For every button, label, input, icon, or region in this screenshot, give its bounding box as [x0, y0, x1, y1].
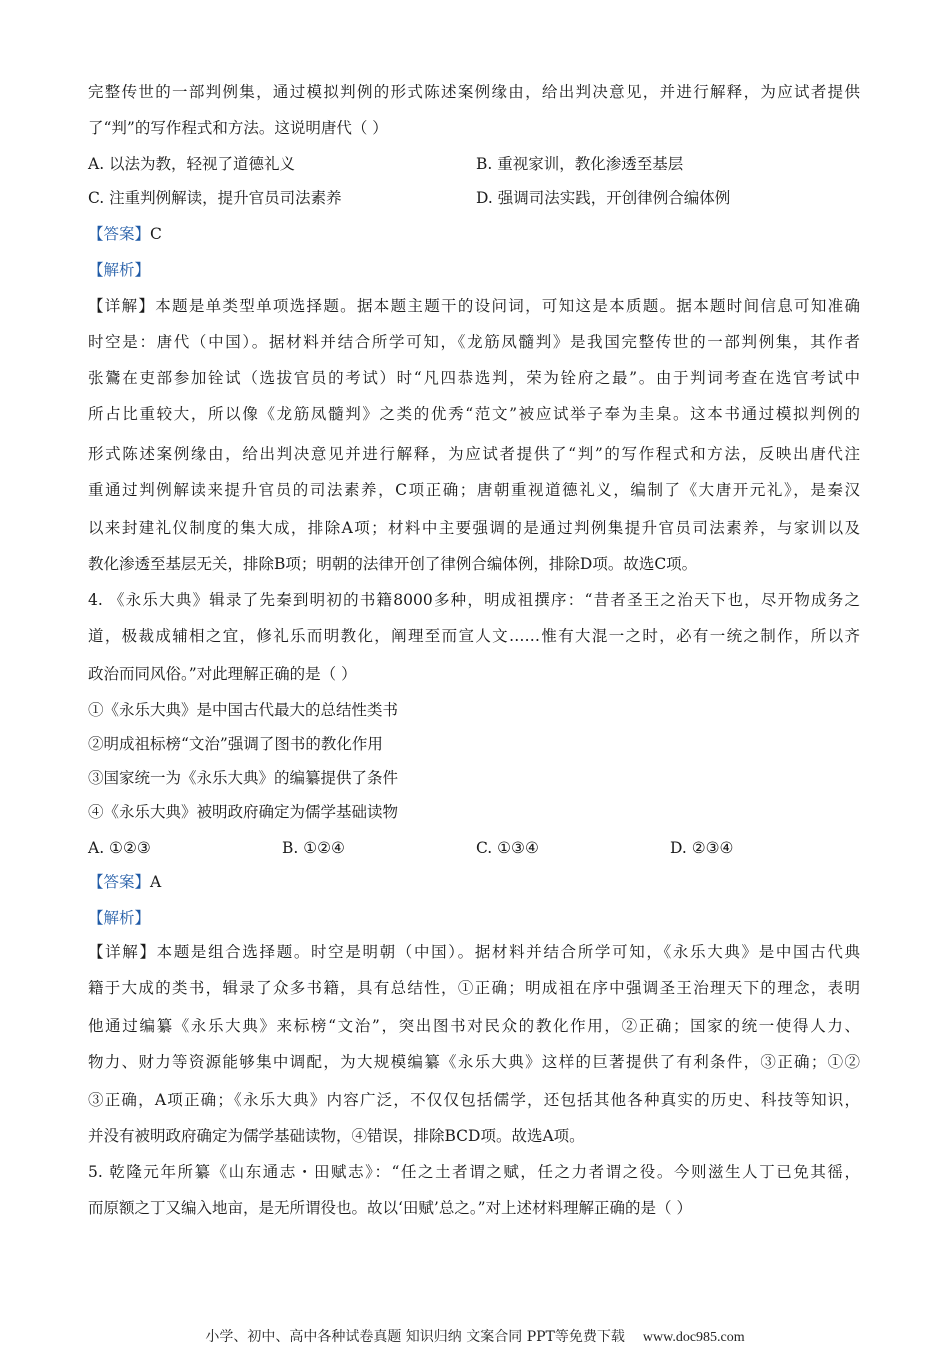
q3-answer	[88, 224, 162, 244]
q4-detail-line-5: ③正确，A项正确；《永乐大典》内容广泛，不仅仅包括儒学，还包括其他各种真实的历史、科技等知识，	[88, 1091, 860, 1109]
q5-stem-line-1: 5. 乾隆元年所纂《山东通志・田赋志》：“任之土者谓之赋，任之力者谓之役。今则滋生人丁已免其徭，	[88, 1163, 860, 1181]
q4-detail-line-6: 并没有被明政府确定为儒学基础读物，④错误，排除BCD项。故选A项。	[88, 1127, 585, 1145]
q4-answer-tag: 【答案】	[88, 873, 151, 891]
q3-stem-line-1: 完整传世的一部判例集，通过模拟判例的形式陈述案例缘由，给出判决意见，并进行解释，为应试者提供	[88, 83, 860, 101]
q3-detail-line-4: 所占比重较大，所以像《龙筋凤髓判》之类的优秀“范文”被应试举子奉为圭臬。这本书通过模拟判例的	[88, 405, 860, 423]
q4-stem-line-2: 道，极裁成辅相之宜，修礼乐而明教化，阐理至而宣人文……惟有大混一之时，必有一统之制作，所以齐	[88, 627, 860, 645]
q4-detail-line-4: 物力、财力等资源能够集中调配，为大规模编纂《永乐大典》这样的巨著提供了有利条件，③正确；①②	[88, 1053, 860, 1071]
q3-option-a: A. 以法为教，轻视了道德礼义	[88, 155, 296, 173]
footer-text: 小学、初中、高中各种试卷真题 知识归纳 文案合同 PPT等免费下载	[205, 1329, 625, 1345]
q3-answer-tag: 【答案】	[88, 225, 151, 243]
q4-option-d: D. ②③④	[670, 839, 734, 857]
q4-answer-value: A	[150, 873, 162, 891]
q4-stem-line-3: 政治而同风俗。”对此理解正确的是（ ）	[88, 665, 357, 683]
q4-option-a: A. ①②③	[88, 839, 151, 857]
q3-stem-line-2: 了“判”的写作程式和方法。这说明唐代（ ）	[88, 119, 388, 137]
q4-item-1: ①《永乐大典》是中国古代最大的总结性类书	[88, 701, 399, 719]
q3-detail-line-2: 时空是：唐代（中国）。据材料并结合所学可知，《龙筋凤髓判》是我国完整传世的一部判例集，其作者	[88, 333, 860, 351]
q4-detail-line-3: 他通过编纂《永乐大典》来标榜“文治”，突出图书对民众的教化作用，②正确；国家的统一使得人力、	[88, 1017, 860, 1035]
q3-answer-value: C	[150, 225, 162, 243]
q4-answer	[88, 872, 161, 892]
q4-item-3: ③国家统一为《永乐大典》的编纂提供了条件	[88, 769, 399, 787]
q4-stem-line-1: 4. 《永乐大典》辑录了先秦到明初的书籍8000多种，明成祖撰序：“昔者圣王之治天下也，尽开物成务之	[88, 591, 860, 609]
q5-stem-line-2: 而原额之丁又编入地亩，是无所谓役也。故以‘田赋’总之。”对上述材料理解正确的是（ ）	[88, 1199, 692, 1217]
q3-detail-line-7: 以来封建礼仪制度的集大成，排除A项；材料中主要强调的是通过判例集提升官员司法素养，与家训以及	[88, 519, 860, 537]
q3-detail-line-8: 教化渗透至基层无关，排除B项；明朝的法律开创了律例合编体例，排除D项。故选C项。	[88, 555, 698, 573]
q4-detail-line-2: 籍于大成的类书，辑录了众多书籍，具有总结性，①正确；明成祖在序中强调圣王治理天下的理念，表明	[88, 979, 860, 997]
q4-option-b: B. ①②④	[282, 839, 345, 857]
q3-option-c: C. 注重判例解读，提升官员司法素养	[88, 189, 342, 207]
q3-option-d: D. 强调司法实践，开创律例合编体例	[476, 189, 731, 207]
q4-item-4: ④《永乐大典》被明政府确定为儒学基础读物	[88, 803, 399, 821]
q3-detail-line-5: 形式陈述案例缘由，给出判决意见并进行解释，为应试者提供了“判”的写作程式和方法，反映出唐代注	[88, 445, 860, 463]
page-footer	[0, 1326, 950, 1346]
q4-item-2: ②明成祖标榜“文治”强调了图书的教化作用	[88, 735, 383, 753]
q3-detail-line-1: 【详解】本题是单类型单项选择题。据本题主题干的设问词，可知这是本质题。据本题时间信息可知准确	[88, 297, 860, 315]
q3-detail-line-3: 张鷟在吏部参加铨试（选拔官员的考试）时“凡四恭选判，荣为铨府之最”。由于判词考查在选官考试中	[88, 369, 860, 387]
q4-option-c: C. ①③④	[476, 839, 539, 857]
q3-analysis-tag: 【解析】	[88, 261, 151, 279]
q3-detail-line-6: 重通过判例解读来提升官员的司法素养，C项正确；唐朝重视道德礼义，编制了《大唐开元礼》，是秦汉	[88, 481, 860, 499]
footer-url[interactable]: www.doc985.com	[642, 1330, 745, 1345]
q4-analysis-tag: 【解析】	[88, 909, 151, 927]
q4-detail-line-1: 【详解】本题是组合选择题。时空是明朝（中国）。据材料并结合所学可知，《永乐大典》是中国古代典	[88, 943, 860, 961]
q3-option-b: B. 重视家训，教化渗透至基层	[476, 155, 684, 173]
